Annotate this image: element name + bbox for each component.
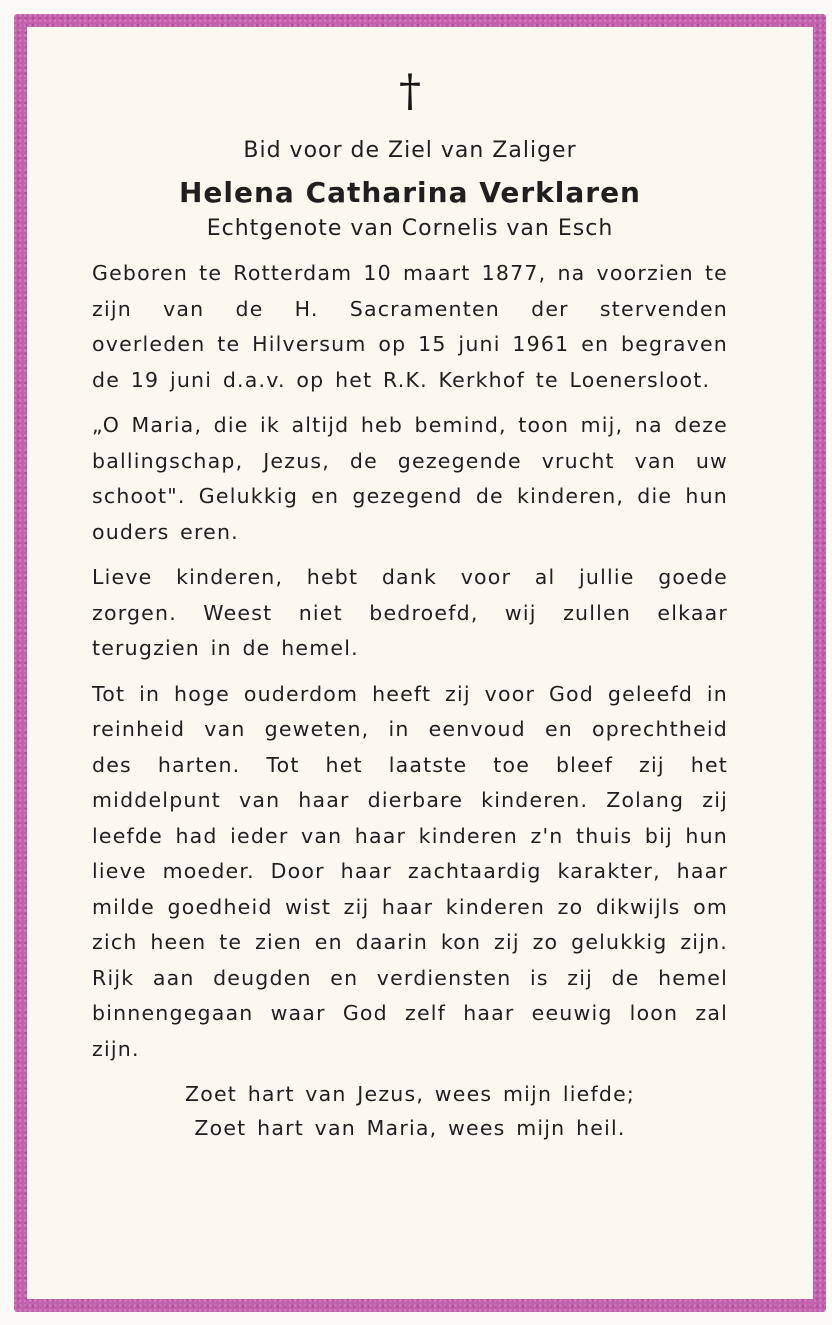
card-text (92, 66, 728, 1145)
paragraph-farewell: Lieve kinderen, hebt dank voor al jullie goede zorgen. Weest niet bedroefd, wij zullen elkaar terugzien in de hemel. (92, 565, 728, 660)
paragraph-prayer: „O Maria, die ik altijd heb bemind, toon mij, na deze ballingschap, Jezus, de gezegende vrucht van uw schoot". Gelukkig en gezegend de kinderen, die hun ouders eren. (92, 413, 728, 544)
deceased-name: Helena Catharina Verklaren (178, 176, 641, 209)
paragraph-tribute: Tot in hoge ouderdom heeft zij voor God geleefd in reinheid van geweten, in eenvoud en oprechtheid des harten. Tot het laatste toe bleef zij het middelpunt van haar dierbare kinderen. Zolang zij leefde had ieder van haar kinderen z'n thuis bij hun lieve moeder. Door haar zachtaardig karakter, haar milde goedheid wist zij haar kinderen zo dikwijls om zich heen te zien en daarin kon zij zo gelukkig zijn. Rijk aan deugden en verdiensten is zij de hemel binnengegaan waar God zelf haar eeuwig loon zal zijn. (92, 681, 728, 1061)
prayer-header: Bid voor de Ziel van Zaliger (243, 138, 577, 163)
closing-line-1: Zoet hart van Jezus, wees mijn liefde; (184, 1082, 636, 1106)
paragraph-birth-death: Geboren te Rotterdam 10 maart 1877, na voorzien te zijn van de H. Sacramenten der stervenden overleden te Hilversum op 15 juni 1961 en begraven de 19 juni d.a.v. op het R.K. Kerkhof te Loenersloot. (92, 261, 728, 392)
spouse-line: Echtgenote van Cornelis van Esch (206, 216, 614, 241)
closing-line-2: Zoet hart van Maria, wees mijn heil. (194, 1116, 626, 1140)
cross-icon: † (399, 66, 421, 117)
